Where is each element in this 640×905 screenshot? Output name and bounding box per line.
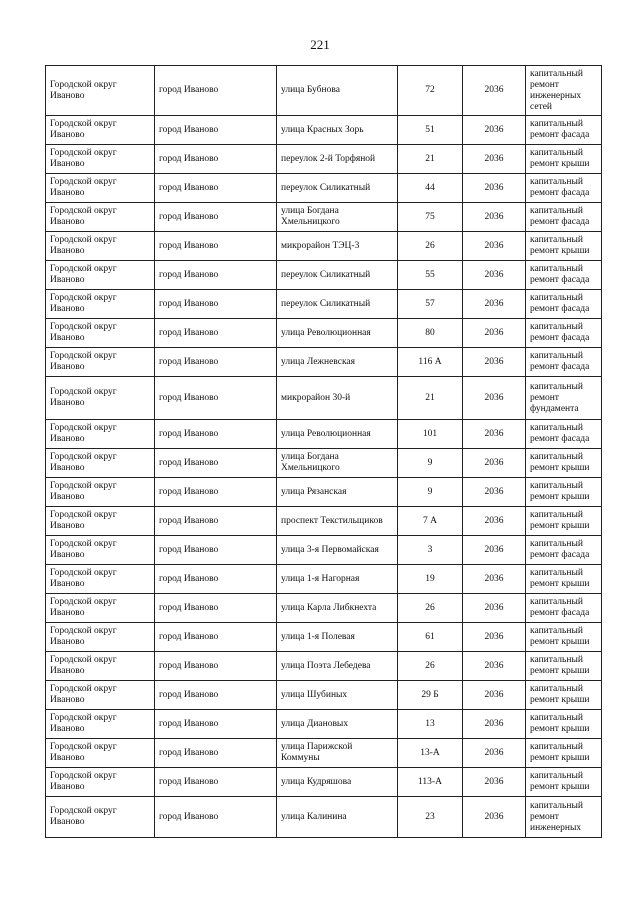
district-cell: Городской округ Иваново <box>46 565 155 594</box>
table-row <box>46 652 602 681</box>
work-type-cell: капитальный ремонт фасада <box>526 594 602 623</box>
street-cell: улица Диановых <box>277 710 398 739</box>
city-cell: город Иваново <box>155 174 277 203</box>
city-cell: город Иваново <box>155 203 277 232</box>
street-cell: переулок Силикатный <box>277 290 398 319</box>
table-row <box>46 797 602 838</box>
house-number-cell: 80 <box>398 319 463 348</box>
year-cell: 2036 <box>463 536 526 565</box>
district-cell: Городской округ Иваново <box>46 478 155 507</box>
district-cell: Городской округ Иваново <box>46 174 155 203</box>
table-row <box>46 768 602 797</box>
district-cell: Городской округ Иваново <box>46 66 155 116</box>
table-row <box>46 319 602 348</box>
house-number-cell: 51 <box>398 116 463 145</box>
table-row <box>46 507 602 536</box>
table-row <box>46 681 602 710</box>
year-cell: 2036 <box>463 594 526 623</box>
city-cell: город Иваново <box>155 623 277 652</box>
table-row <box>46 145 602 174</box>
house-number-cell: 9 <box>398 478 463 507</box>
district-cell: Городской округ Иваново <box>46 290 155 319</box>
street-cell: улица Карла Либкнехта <box>277 594 398 623</box>
city-cell: город Иваново <box>155 507 277 536</box>
work-type-cell: капитальный ремонт крыши <box>526 232 602 261</box>
street-cell: улица Бубнова <box>277 66 398 116</box>
street-cell: улица 3-я Первомайская <box>277 536 398 565</box>
city-cell: город Иваново <box>155 66 277 116</box>
house-number-cell: 26 <box>398 232 463 261</box>
street-cell: улица Поэта Лебедева <box>277 652 398 681</box>
table-row <box>46 203 602 232</box>
work-type-cell: капитальный ремонт крыши <box>526 768 602 797</box>
city-cell: город Иваново <box>155 594 277 623</box>
district-cell: Городской округ Иваново <box>46 232 155 261</box>
street-cell: улица Парижской Коммуны <box>277 739 398 768</box>
house-number-cell: 61 <box>398 623 463 652</box>
house-number-cell: 13 <box>398 710 463 739</box>
work-type-cell: капитальный ремонт крыши <box>526 449 602 478</box>
city-cell: город Иваново <box>155 420 277 449</box>
year-cell: 2036 <box>463 507 526 536</box>
city-cell: город Иваново <box>155 536 277 565</box>
city-cell: город Иваново <box>155 261 277 290</box>
year-cell: 2036 <box>463 739 526 768</box>
house-number-cell: 72 <box>398 66 463 116</box>
repair-schedule-table <box>45 65 602 838</box>
house-number-cell: 26 <box>398 594 463 623</box>
table-row <box>46 739 602 768</box>
city-cell: город Иваново <box>155 232 277 261</box>
district-cell: Городской округ Иваново <box>46 536 155 565</box>
year-cell: 2036 <box>463 174 526 203</box>
table-row <box>46 478 602 507</box>
work-type-cell: капитальный ремонт фасада <box>526 319 602 348</box>
table-row <box>46 174 602 203</box>
year-cell: 2036 <box>463 420 526 449</box>
district-cell: Городской округ Иваново <box>46 449 155 478</box>
work-type-cell: капитальный ремонт крыши <box>526 623 602 652</box>
page-number: 221 <box>310 37 330 52</box>
table-row <box>46 377 602 420</box>
house-number-cell: 7 А <box>398 507 463 536</box>
street-cell: улица Красных Зорь <box>277 116 398 145</box>
city-cell: город Иваново <box>155 681 277 710</box>
table-row <box>46 290 602 319</box>
city-cell: город Иваново <box>155 348 277 377</box>
city-cell: город Иваново <box>155 565 277 594</box>
year-cell: 2036 <box>463 478 526 507</box>
house-number-cell: 19 <box>398 565 463 594</box>
city-cell: город Иваново <box>155 652 277 681</box>
street-cell: улица Революционная <box>277 420 398 449</box>
table-row <box>46 66 602 116</box>
work-type-cell: капитальный ремонт фасада <box>526 116 602 145</box>
year-cell: 2036 <box>463 203 526 232</box>
work-type-cell: капитальный ремонт крыши <box>526 710 602 739</box>
street-cell: проспект Текстильщиков <box>277 507 398 536</box>
work-type-cell: капитальный ремонт крыши <box>526 681 602 710</box>
house-number-cell: 29 Б <box>398 681 463 710</box>
street-cell: улица 1-я Нагорная <box>277 565 398 594</box>
work-type-cell: капитальный ремонт инженерных сетей <box>526 66 602 116</box>
city-cell: город Иваново <box>155 797 277 838</box>
year-cell: 2036 <box>463 652 526 681</box>
city-cell: город Иваново <box>155 290 277 319</box>
work-type-cell: капитальный ремонт фасада <box>526 348 602 377</box>
district-cell: Городской округ Иваново <box>46 739 155 768</box>
street-cell: улица Лежневская <box>277 348 398 377</box>
work-type-cell: капитальный ремонт фасада <box>526 420 602 449</box>
work-type-cell: капитальный ремонт фасада <box>526 290 602 319</box>
city-cell: город Иваново <box>155 768 277 797</box>
table-row <box>46 565 602 594</box>
table-row <box>46 232 602 261</box>
year-cell: 2036 <box>463 681 526 710</box>
work-type-cell: капитальный ремонт крыши <box>526 507 602 536</box>
street-cell: улица Кудряшова <box>277 768 398 797</box>
table-row <box>46 710 602 739</box>
district-cell: Городской округ Иваново <box>46 594 155 623</box>
district-cell: Городской округ Иваново <box>46 710 155 739</box>
house-number-cell: 101 <box>398 420 463 449</box>
house-number-cell: 23 <box>398 797 463 838</box>
district-cell: Городской округ Иваново <box>46 507 155 536</box>
year-cell: 2036 <box>463 565 526 594</box>
table-row <box>46 623 602 652</box>
street-cell: улица Революционная <box>277 319 398 348</box>
table-row <box>46 536 602 565</box>
work-type-cell: капитальный ремонт крыши <box>526 739 602 768</box>
table-row <box>46 116 602 145</box>
table-row <box>46 449 602 478</box>
work-type-cell: капитальный ремонт фасада <box>526 536 602 565</box>
district-cell: Городской округ Иваново <box>46 652 155 681</box>
work-type-cell: капитальный ремонт фасада <box>526 261 602 290</box>
street-cell: микрорайон 30-й <box>277 377 398 420</box>
city-cell: город Иваново <box>155 319 277 348</box>
district-cell: Городской округ Иваново <box>46 681 155 710</box>
district-cell: Городской округ Иваново <box>46 377 155 420</box>
house-number-cell: 9 <box>398 449 463 478</box>
year-cell: 2036 <box>463 377 526 420</box>
year-cell: 2036 <box>463 261 526 290</box>
year-cell: 2036 <box>463 232 526 261</box>
street-cell: улица 1-я Полевая <box>277 623 398 652</box>
work-type-cell: капитальный ремонт инженерных <box>526 797 602 838</box>
city-cell: город Иваново <box>155 478 277 507</box>
district-cell: Городской округ Иваново <box>46 348 155 377</box>
house-number-cell: 13-А <box>398 739 463 768</box>
year-cell: 2036 <box>463 710 526 739</box>
street-cell: улица Шубиных <box>277 681 398 710</box>
district-cell: Городской округ Иваново <box>46 797 155 838</box>
house-number-cell: 3 <box>398 536 463 565</box>
district-cell: Городской округ Иваново <box>46 623 155 652</box>
street-cell: переулок Силикатный <box>277 261 398 290</box>
table-row <box>46 348 602 377</box>
city-cell: город Иваново <box>155 145 277 174</box>
year-cell: 2036 <box>463 116 526 145</box>
city-cell: город Иваново <box>155 116 277 145</box>
work-type-cell: капитальный ремонт крыши <box>526 145 602 174</box>
street-cell: улица Богдана Хмельницкого <box>277 449 398 478</box>
house-number-cell: 21 <box>398 377 463 420</box>
house-number-cell: 44 <box>398 174 463 203</box>
house-number-cell: 113-А <box>398 768 463 797</box>
work-type-cell: капитальный ремонт фундамента <box>526 377 602 420</box>
work-type-cell: капитальный ремонт фасада <box>526 174 602 203</box>
street-cell: улица Калинина <box>277 797 398 838</box>
house-number-cell: 21 <box>398 145 463 174</box>
work-type-cell: капитальный ремонт крыши <box>526 478 602 507</box>
work-type-cell: капитальный ремонт фасада <box>526 203 602 232</box>
district-cell: Городской округ Иваново <box>46 203 155 232</box>
house-number-cell: 55 <box>398 261 463 290</box>
work-type-cell: капитальный ремонт крыши <box>526 565 602 594</box>
table-row <box>46 261 602 290</box>
table-body <box>46 66 602 838</box>
year-cell: 2036 <box>463 623 526 652</box>
district-cell: Городской округ Иваново <box>46 145 155 174</box>
year-cell: 2036 <box>463 348 526 377</box>
city-cell: город Иваново <box>155 449 277 478</box>
year-cell: 2036 <box>463 449 526 478</box>
city-cell: город Иваново <box>155 377 277 420</box>
district-cell: Городской округ Иваново <box>46 420 155 449</box>
work-type-cell: капитальный ремонт крыши <box>526 652 602 681</box>
year-cell: 2036 <box>463 290 526 319</box>
street-cell: переулок 2-й Торфяной <box>277 145 398 174</box>
house-number-cell: 57 <box>398 290 463 319</box>
district-cell: Городской округ Иваново <box>46 261 155 290</box>
street-cell: улица Рязанская <box>277 478 398 507</box>
street-cell: микрорайон ТЭЦ-3 <box>277 232 398 261</box>
house-number-cell: 75 <box>398 203 463 232</box>
district-cell: Городской округ Иваново <box>46 768 155 797</box>
year-cell: 2036 <box>463 66 526 116</box>
city-cell: город Иваново <box>155 710 277 739</box>
year-cell: 2036 <box>463 797 526 838</box>
year-cell: 2036 <box>463 768 526 797</box>
district-cell: Городской округ Иваново <box>46 319 155 348</box>
street-cell: переулок Силикатный <box>277 174 398 203</box>
year-cell: 2036 <box>463 145 526 174</box>
house-number-cell: 116 А <box>398 348 463 377</box>
street-cell: улица Богдана Хмельницкого <box>277 203 398 232</box>
district-cell: Городской округ Иваново <box>46 116 155 145</box>
table-row <box>46 594 602 623</box>
house-number-cell: 26 <box>398 652 463 681</box>
city-cell: город Иваново <box>155 739 277 768</box>
year-cell: 2036 <box>463 319 526 348</box>
table-row <box>46 420 602 449</box>
